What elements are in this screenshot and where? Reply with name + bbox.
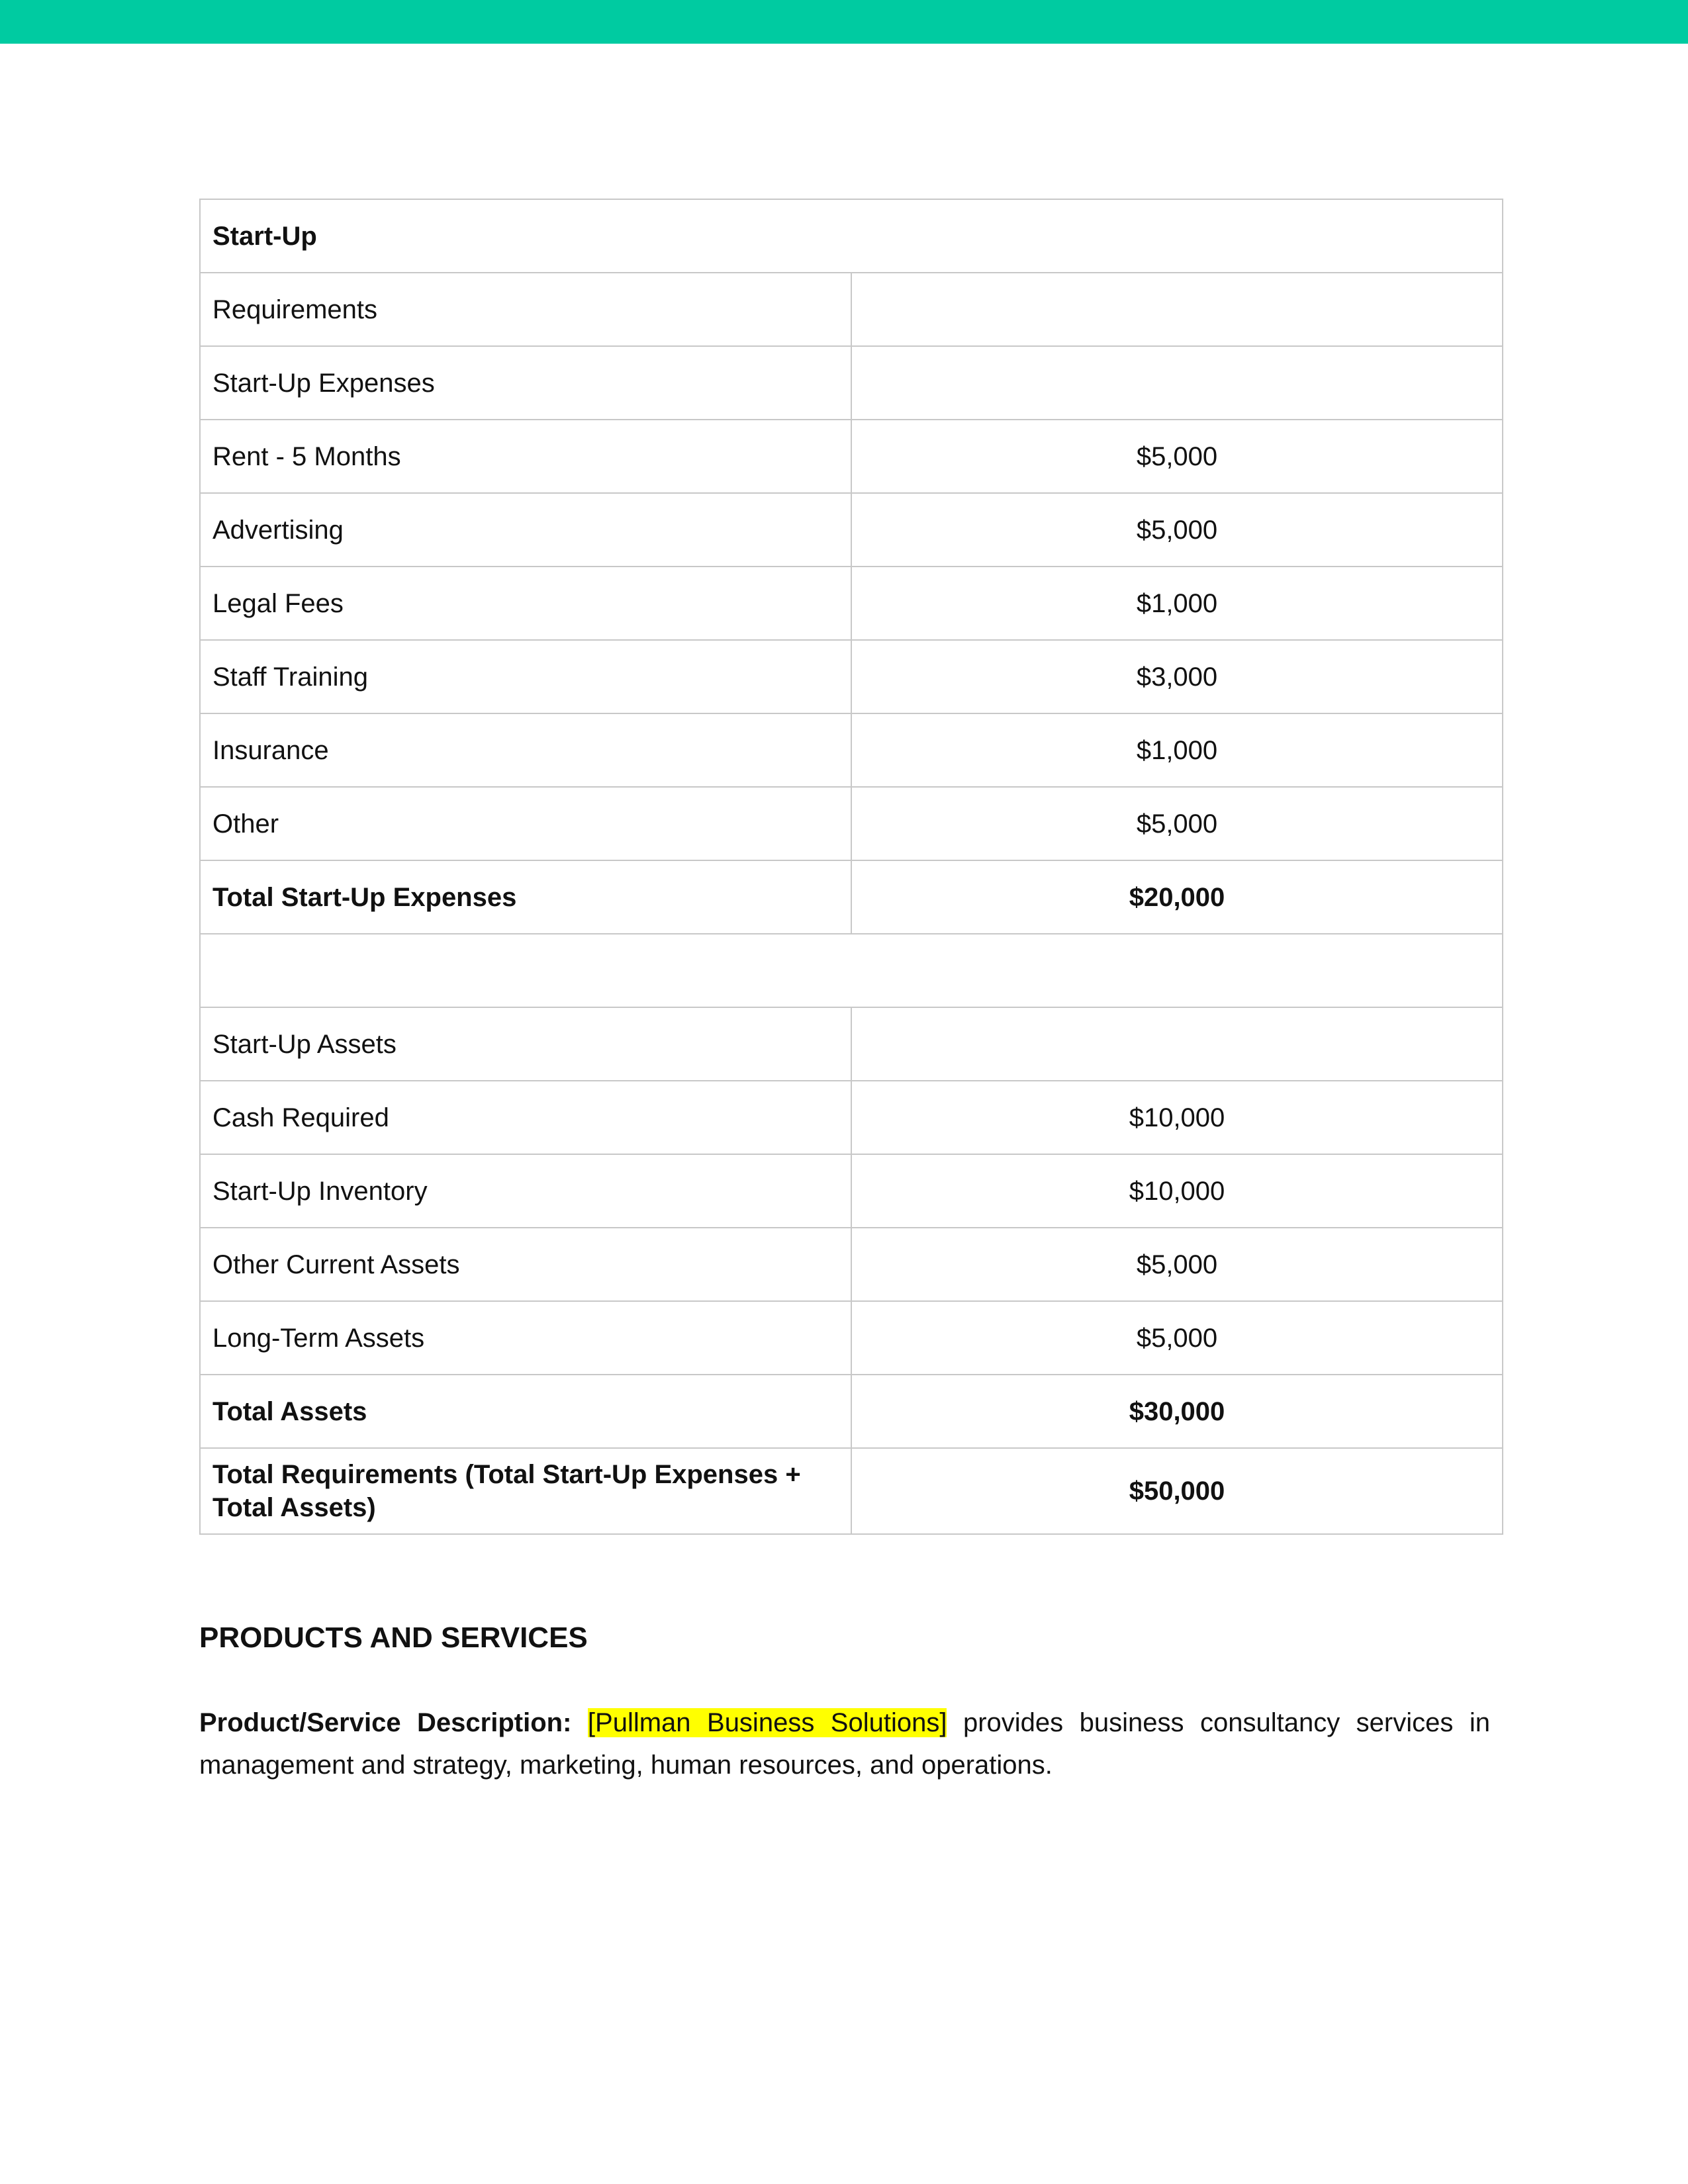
row-value: $5,000 bbox=[851, 1228, 1503, 1301]
table-row bbox=[200, 640, 1503, 713]
table-row bbox=[200, 1228, 1503, 1301]
row-value: $10,000 bbox=[851, 1081, 1503, 1154]
row-label: Start-Up Inventory bbox=[200, 1154, 851, 1228]
row-value bbox=[851, 273, 1503, 346]
row-label: Requirements bbox=[200, 273, 851, 346]
table-row bbox=[200, 493, 1503, 567]
table-row bbox=[200, 1007, 1503, 1081]
row-label: Rent - 5 Months bbox=[200, 420, 851, 493]
top-accent-bar bbox=[0, 0, 1688, 44]
row-label: Long-Term Assets bbox=[200, 1301, 851, 1375]
row-value bbox=[851, 346, 1503, 420]
row-label: Total Start-Up Expenses bbox=[200, 860, 851, 934]
row-label: Total Assets bbox=[200, 1375, 851, 1448]
row-label: Start-Up Assets bbox=[200, 1007, 851, 1081]
row-label: Cash Required bbox=[200, 1081, 851, 1154]
table-row-total-requirements bbox=[200, 1448, 1503, 1534]
table-row bbox=[200, 787, 1503, 860]
row-label: Advertising bbox=[200, 493, 851, 567]
table-row bbox=[200, 1081, 1503, 1154]
row-value: $5,000 bbox=[851, 420, 1503, 493]
row-label: Other bbox=[200, 787, 851, 860]
table-row bbox=[200, 1301, 1503, 1375]
row-value: $3,000 bbox=[851, 640, 1503, 713]
table-row bbox=[200, 713, 1503, 787]
row-value: $5,000 bbox=[851, 1301, 1503, 1375]
table-title-row bbox=[200, 199, 1503, 273]
row-label: Total Requirements (Total Start-Up Expenses + Total Assets) bbox=[200, 1448, 851, 1534]
table-spacer-row bbox=[200, 934, 1503, 1007]
row-value bbox=[851, 1007, 1503, 1081]
row-value: $30,000 bbox=[851, 1375, 1503, 1448]
description-text: provides business consultancy services in management and strategy, marketing, human resources, and operations. bbox=[199, 1708, 1490, 1780]
startup-table bbox=[199, 199, 1503, 1535]
table-row bbox=[200, 346, 1503, 420]
row-label: Other Current Assets bbox=[200, 1228, 851, 1301]
table-row bbox=[200, 420, 1503, 493]
row-label: Legal Fees bbox=[200, 567, 851, 640]
row-label: Start-Up Expenses bbox=[200, 346, 851, 420]
section-heading: PRODUCTS AND SERVICES bbox=[199, 1621, 588, 1654]
table-row-total-expenses bbox=[200, 860, 1503, 934]
row-value: $1,000 bbox=[851, 713, 1503, 787]
table-row bbox=[200, 567, 1503, 640]
description-label: Product/Service Description: bbox=[199, 1708, 572, 1737]
spacer-cell bbox=[200, 934, 1503, 1007]
row-value: $20,000 bbox=[851, 860, 1503, 934]
row-label: Staff Training bbox=[200, 640, 851, 713]
table-row bbox=[200, 273, 1503, 346]
row-value: $5,000 bbox=[851, 787, 1503, 860]
product-description bbox=[199, 1702, 1490, 1786]
row-value: $50,000 bbox=[851, 1448, 1503, 1534]
table-title: Start-Up bbox=[200, 199, 1503, 273]
row-value: $5,000 bbox=[851, 493, 1503, 567]
row-value: $1,000 bbox=[851, 567, 1503, 640]
table-row-total-assets bbox=[200, 1375, 1503, 1448]
company-name-placeholder: [Pullman Business Solutions] bbox=[587, 1708, 947, 1737]
row-value: $10,000 bbox=[851, 1154, 1503, 1228]
row-label: Insurance bbox=[200, 713, 851, 787]
table-row bbox=[200, 1154, 1503, 1228]
page-content bbox=[199, 199, 1503, 1813]
